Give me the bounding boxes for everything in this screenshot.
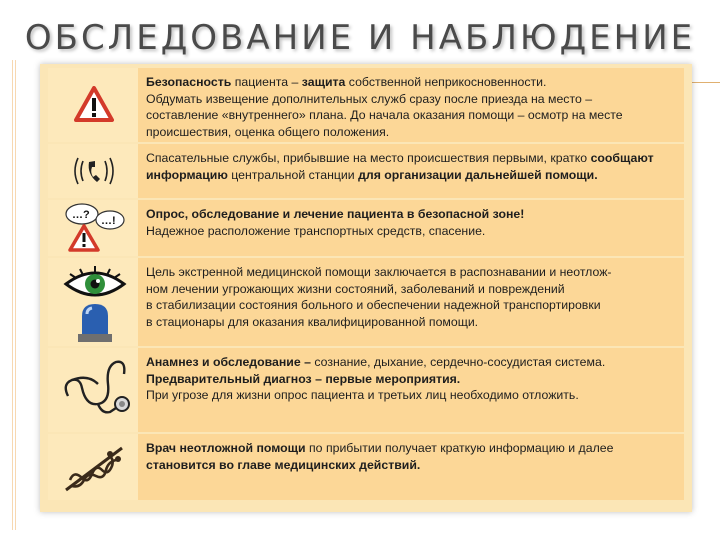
bold-text-segment: Предварительный диагноз – первые мероприятия. [146, 371, 461, 386]
row-text [138, 258, 684, 346]
text-segment: в стабилизации состояния больного и обеспечении надежной транспортировки [146, 298, 601, 312]
text-segment: Обдумать извещение дополнительных служб сразу после приезда на место – [146, 91, 593, 106]
speech-warning-icon [64, 202, 126, 254]
info-panel [40, 64, 692, 512]
text-line [146, 150, 676, 167]
text-segment: происшествия, оценка общего положения. [146, 124, 390, 139]
ringing-phone-icon [70, 150, 118, 192]
row-icon-cell [48, 258, 138, 346]
text-line [146, 264, 676, 281]
bold-text-segment: для организации дальнейшей помощи. [358, 167, 598, 182]
text-line [146, 167, 676, 184]
text-line [146, 206, 676, 223]
row-text [138, 200, 684, 256]
caduceus-icon [60, 440, 130, 496]
row-icon-cell [48, 434, 138, 500]
text-line [146, 354, 676, 371]
row-icon-cell [48, 348, 138, 432]
text-line [146, 124, 676, 141]
title-decoration [690, 82, 720, 83]
row-text [138, 68, 684, 142]
bold-text-segment: информацию [146, 167, 228, 182]
text-line [146, 387, 676, 404]
bold-text-segment: защита [301, 75, 346, 89]
row-emergency-goal [48, 258, 684, 346]
row-icon-cell [48, 68, 138, 142]
slide-title: ОБСЛЕДОВАНИЕ И НАБЛЮДЕНИЕ [24, 18, 696, 58]
eye-beacon-icon [62, 264, 128, 344]
text-line [146, 107, 676, 124]
decorative-stripes [12, 60, 18, 530]
text-line [146, 74, 676, 91]
row-rescue-services [48, 144, 684, 198]
bold-text-segment: Опрос, обследование и лечение пациента в безопасной зоне! [146, 207, 525, 221]
text-line [146, 281, 676, 298]
text-line [146, 457, 676, 474]
warning-triangle-icon [74, 86, 114, 122]
stethoscope-icon [58, 354, 134, 426]
text-segment: Спасательные службы, прибывшие на место происшествия первыми, кратко [146, 151, 591, 165]
text-line [146, 314, 676, 331]
row-safety [48, 68, 684, 142]
text-line [146, 223, 676, 240]
bubble-exclaim-text: …! [101, 215, 116, 227]
text-segment: составление «внутреннего» плана. До начала оказания помощи – осмотр на месте [146, 108, 623, 122]
text-line [146, 297, 676, 314]
text-segment: центральной станции [227, 167, 359, 182]
text-segment: собственной неприкосновенности. [345, 75, 547, 89]
bold-text-segment: сообщают [590, 151, 654, 165]
text-segment: по прибытии получает краткую информацию и далее [305, 441, 614, 455]
text-segment: При угрозе для жизни опрос пациента и третьих лиц необходимо отложить. [146, 388, 579, 402]
row-text [138, 348, 684, 432]
text-segment: пациента – [231, 75, 302, 89]
text-line [146, 91, 676, 108]
row-icon-cell [48, 144, 138, 198]
text-segment: Надежное расположение транспортных средств, спасение. [146, 223, 486, 238]
row-icon-cell [48, 200, 138, 256]
row-safe-zone [48, 200, 684, 256]
row-text [138, 144, 684, 198]
text-segment: ном лечении угрожающих жизни состояний, заболеваний и повреждений [146, 281, 565, 296]
row-anamnesis [48, 348, 684, 432]
text-segment: в стационары для оказания квалифицированной помощи. [146, 314, 479, 329]
row-text [138, 434, 684, 500]
bold-text-segment: Врач неотложной помощи [146, 441, 306, 455]
text-line [146, 440, 676, 457]
text-line [146, 371, 676, 388]
bold-text-segment: Анамнез и обследование – [146, 355, 315, 369]
bubble-question-text: …? [72, 209, 90, 221]
bold-text-segment: Безопасность [146, 75, 232, 89]
text-segment: сознание, дыхание, сердечно-сосудистая система. [314, 355, 606, 369]
text-segment: Цель экстренной медицинской помощи заключается в распознавании и неотлож- [146, 265, 612, 279]
bold-text-segment: становится во главе медицинских действий. [146, 457, 421, 472]
row-emergency-doctor [48, 434, 684, 500]
